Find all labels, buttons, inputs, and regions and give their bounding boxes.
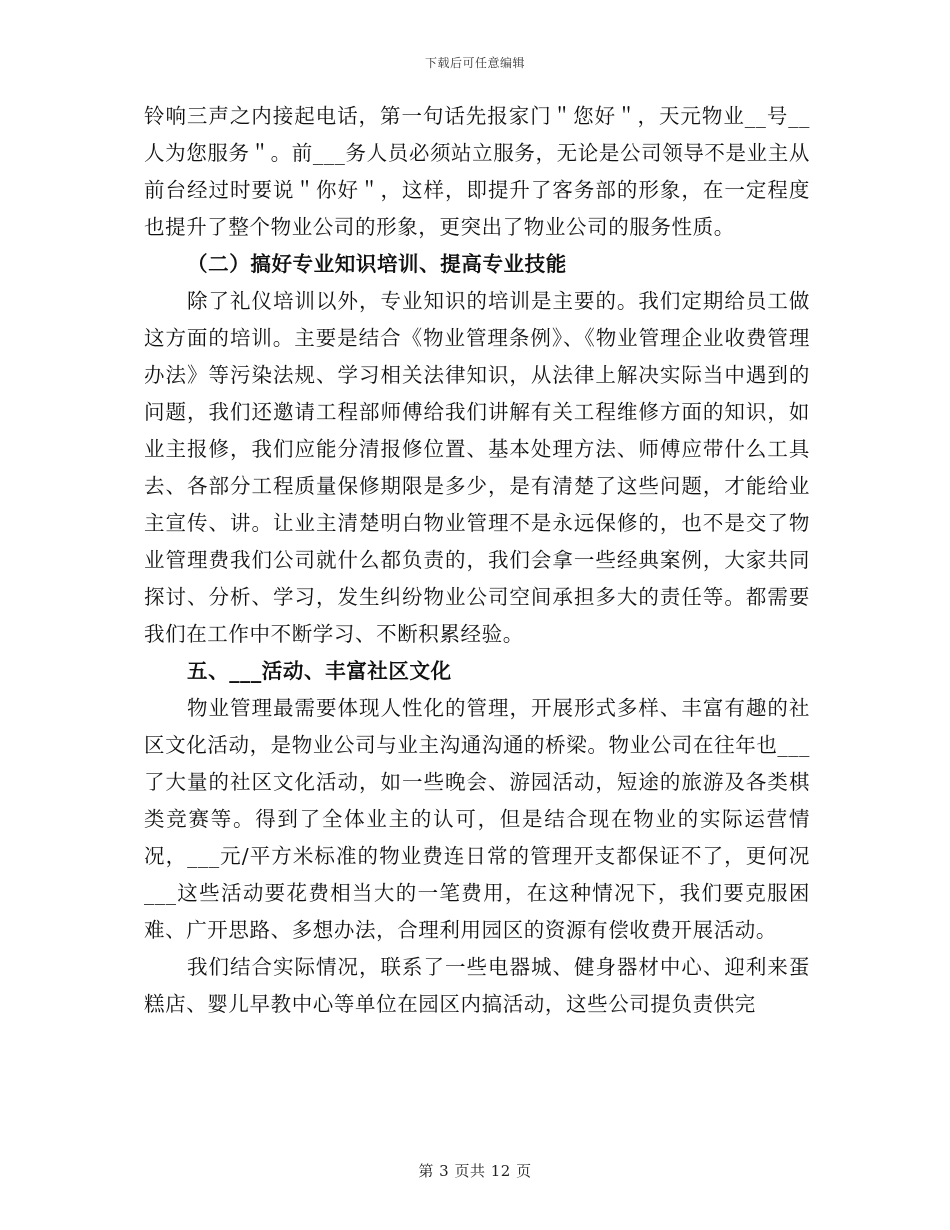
section-heading-community-culture: 五、___活动、丰富社区文化 (187, 659, 452, 683)
document-body (144, 98, 810, 1023)
paragraph-community-activities: 物业管理最需要体现人性化的管理，开展形式多样、丰富有趣的社区文化活动，是物业公司与业主沟通沟通的桥梁。物业公司在往年也___了大量的社区文化活动，如一些晚会、游园活动，短途的旅游及各类棋类竞赛等。得到了全体业主的认可，但是结合现在物业的实际运营情况，___元/平方米标准的物业费连日常的管理开支都保证不了，更何况___这些活动要花费相当大的一笔费用，在这种情况下，我们要克服困难、广开思路、多想办法，合理利用园区的资源有偿收费开展活动。 (144, 696, 810, 942)
paragraph-phone-etiquette: 铃响三声之内接起电话，第一句话先报家门＂您好＂，天元物业__号__人为您服务＂。前___务人员必须站立服务，无论是公司领导不是业主从前台经过时要说＂你好＂，这样，即提升了客务部的形象，在一定程度也提升了整个物业公司的形象，更突出了物业公司的服务性质。 (144, 104, 810, 239)
paragraph-partner-businesses: 我们结合实际情况，联系了一些电器城、健身器材中心、迎利来蛋糕店、婴儿早教中心等单位在园区内搞活动，这些公司提负责供完 (144, 955, 810, 1016)
paragraph-professional-training: 除了礼仪培训以外，专业知识的培训是主要的。我们定期给员工做这方面的培训。主要是结合《物业管理条例》、《物业管理企业收费管理办法》等污染法规、学习相关法律知识，从法律上解决实际当中遇到的问题，我们还邀请工程部师傅给我们讲解有关工程维修方面的知识，如业主报修，我们应能分清报修位置、基本处理方法、师傅应带什么工具去、各部分工程质量保修期限是多少，是有清楚了这些问题，才能给业主宣传、讲。让业主清楚明白物业管理不是永远保修的，也不是交了物业管理费我们公司就什么都负责的，我们会拿一些经典案例，大家共同探讨、分析、学习，发生纠纷物业公司空间承担多大的责任等。都需要我们在工作中不断学习、不断积累经验。 (144, 289, 810, 646)
page-footer: 第 3 页共 12 页 (418, 1162, 532, 1180)
section-heading-professional-training: （二）搞好专业知识培训、提高专业技能 (187, 252, 567, 276)
page-header: 下载后可任意编辑 (424, 56, 525, 70)
